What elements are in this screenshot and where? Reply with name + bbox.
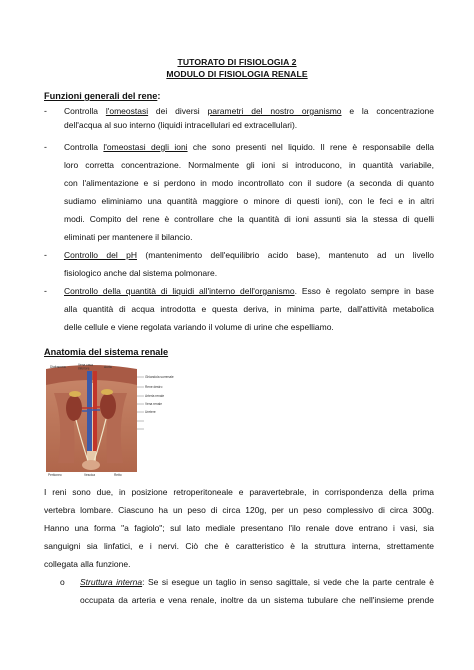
item-line: modi. Compito del rene è controllare che la quantità di ioni assunti sia la stessa di quelli	[64, 214, 434, 224]
vena-cava-shape	[87, 371, 92, 451]
kidney-anatomy-figure	[44, 363, 175, 477]
paragraph-line: I reni sono due, in posizione retroperitoneale e paravertebrale, in corrispondenza della prima	[44, 487, 434, 497]
label-vena-cava: Vena cava	[78, 363, 93, 367]
item-line: loro corretta concentrazione. Normalmente gli ioni si introducono, in quantità variabile,	[64, 160, 434, 170]
aorta-shape	[93, 371, 97, 451]
document-title: TUTORATO DI FISIOLOGIA 2	[177, 57, 297, 67]
item-line: alla quantità di acqua introdotta e questa deriva, in minima parte, dall'attività metabolica	[64, 304, 434, 314]
item-line: Controllo del pH (mantenimento dell'equilibrio acido base), mantenuto ad un livello	[64, 250, 434, 260]
bullet-circle: o	[60, 577, 65, 587]
label-peritoneum: Peritoneo	[48, 473, 62, 477]
item-line: Controllo della quantità di liquidi all'interno dell'organismo. Esso è regolato sempre in base	[64, 286, 434, 296]
section-heading-functions: Funzioni generali del rene:	[44, 91, 161, 101]
label-inferior: inferiore	[78, 366, 90, 371]
item-line: delle cellule e viene regolata variando il volume di urine che espelliamo.	[64, 322, 334, 332]
bladder-shape	[82, 460, 100, 470]
label-artery: Arteria renale	[145, 394, 165, 398]
label-ureter: Uretere	[145, 410, 156, 414]
paragraph-line: vertebra lombare. Ciascuno ha un peso di circa 120g, per un peso complessivo di circa 300g.	[44, 505, 434, 515]
item-line: Controlla l'omeostasi dei diversi parametri del nostro organismo e la concentrazione	[64, 106, 434, 116]
item-line: fisiologico anche dal sistema polmonare.	[64, 268, 218, 278]
document-subtitle: MODULO DI FISIOLOGIA RENALE	[166, 69, 308, 79]
left-kidney-shape	[100, 393, 116, 419]
bullet-dash: -	[44, 142, 47, 152]
sub-item-line: occupata da arteria e vena renale, inoltre da un sistema tubulare che nell'insieme prende	[80, 595, 434, 605]
item-line: dell'acqua al suo interno (liquidi intracellulari ed extracellulari).	[64, 120, 298, 130]
paragraph-line: sanguigni sia linfatici, e i nervi. Ciò che è caratteristico è la struttura interna, strettamente	[44, 541, 434, 551]
label-bladder: Vescica	[84, 473, 95, 477]
section-heading-anatomy: Anatomia del sistema renale	[44, 347, 169, 357]
label-aorta: Aorta	[104, 365, 112, 369]
item-line: sudiamo eliminiamo una quantità maggiore o minore di questi ioni), con le feci e in altri	[64, 196, 434, 206]
label-rectum: Retto	[114, 473, 122, 477]
label-kidney: Rene destro	[145, 385, 163, 389]
sub-item-line: Struttura interna: Se si esegue un taglio in senso sagittale, si vede che la parte centrale è	[80, 577, 434, 587]
right-kidney-shape	[66, 395, 82, 421]
label-diaphragm: Diaframma	[50, 365, 66, 369]
item-line: eliminati per mantenere il bilancio.	[64, 232, 193, 242]
bullet-dash: -	[44, 286, 47, 296]
bullet-dash: -	[44, 250, 47, 260]
bullet-dash: -	[44, 106, 47, 116]
label-vein: Vena renale	[145, 402, 163, 406]
item-line: Controlla l'omeostasi degli ioni che sono presenti nel liquido. Il rene è responsabile della	[64, 142, 434, 152]
item-line: con l'alimentazione e si perdono in modo incontrollato con il sudore (a seconda di quanto	[64, 178, 434, 188]
label-adrenal: Ghiandola surrenale	[145, 375, 174, 379]
paragraph-line: Hanno una forma "a fagiolo"; sul lato mediale presentano l'ilo renale dove entrano i vasi, sia	[44, 523, 434, 533]
paragraph-line: collegata alla funzione.	[44, 559, 131, 569]
